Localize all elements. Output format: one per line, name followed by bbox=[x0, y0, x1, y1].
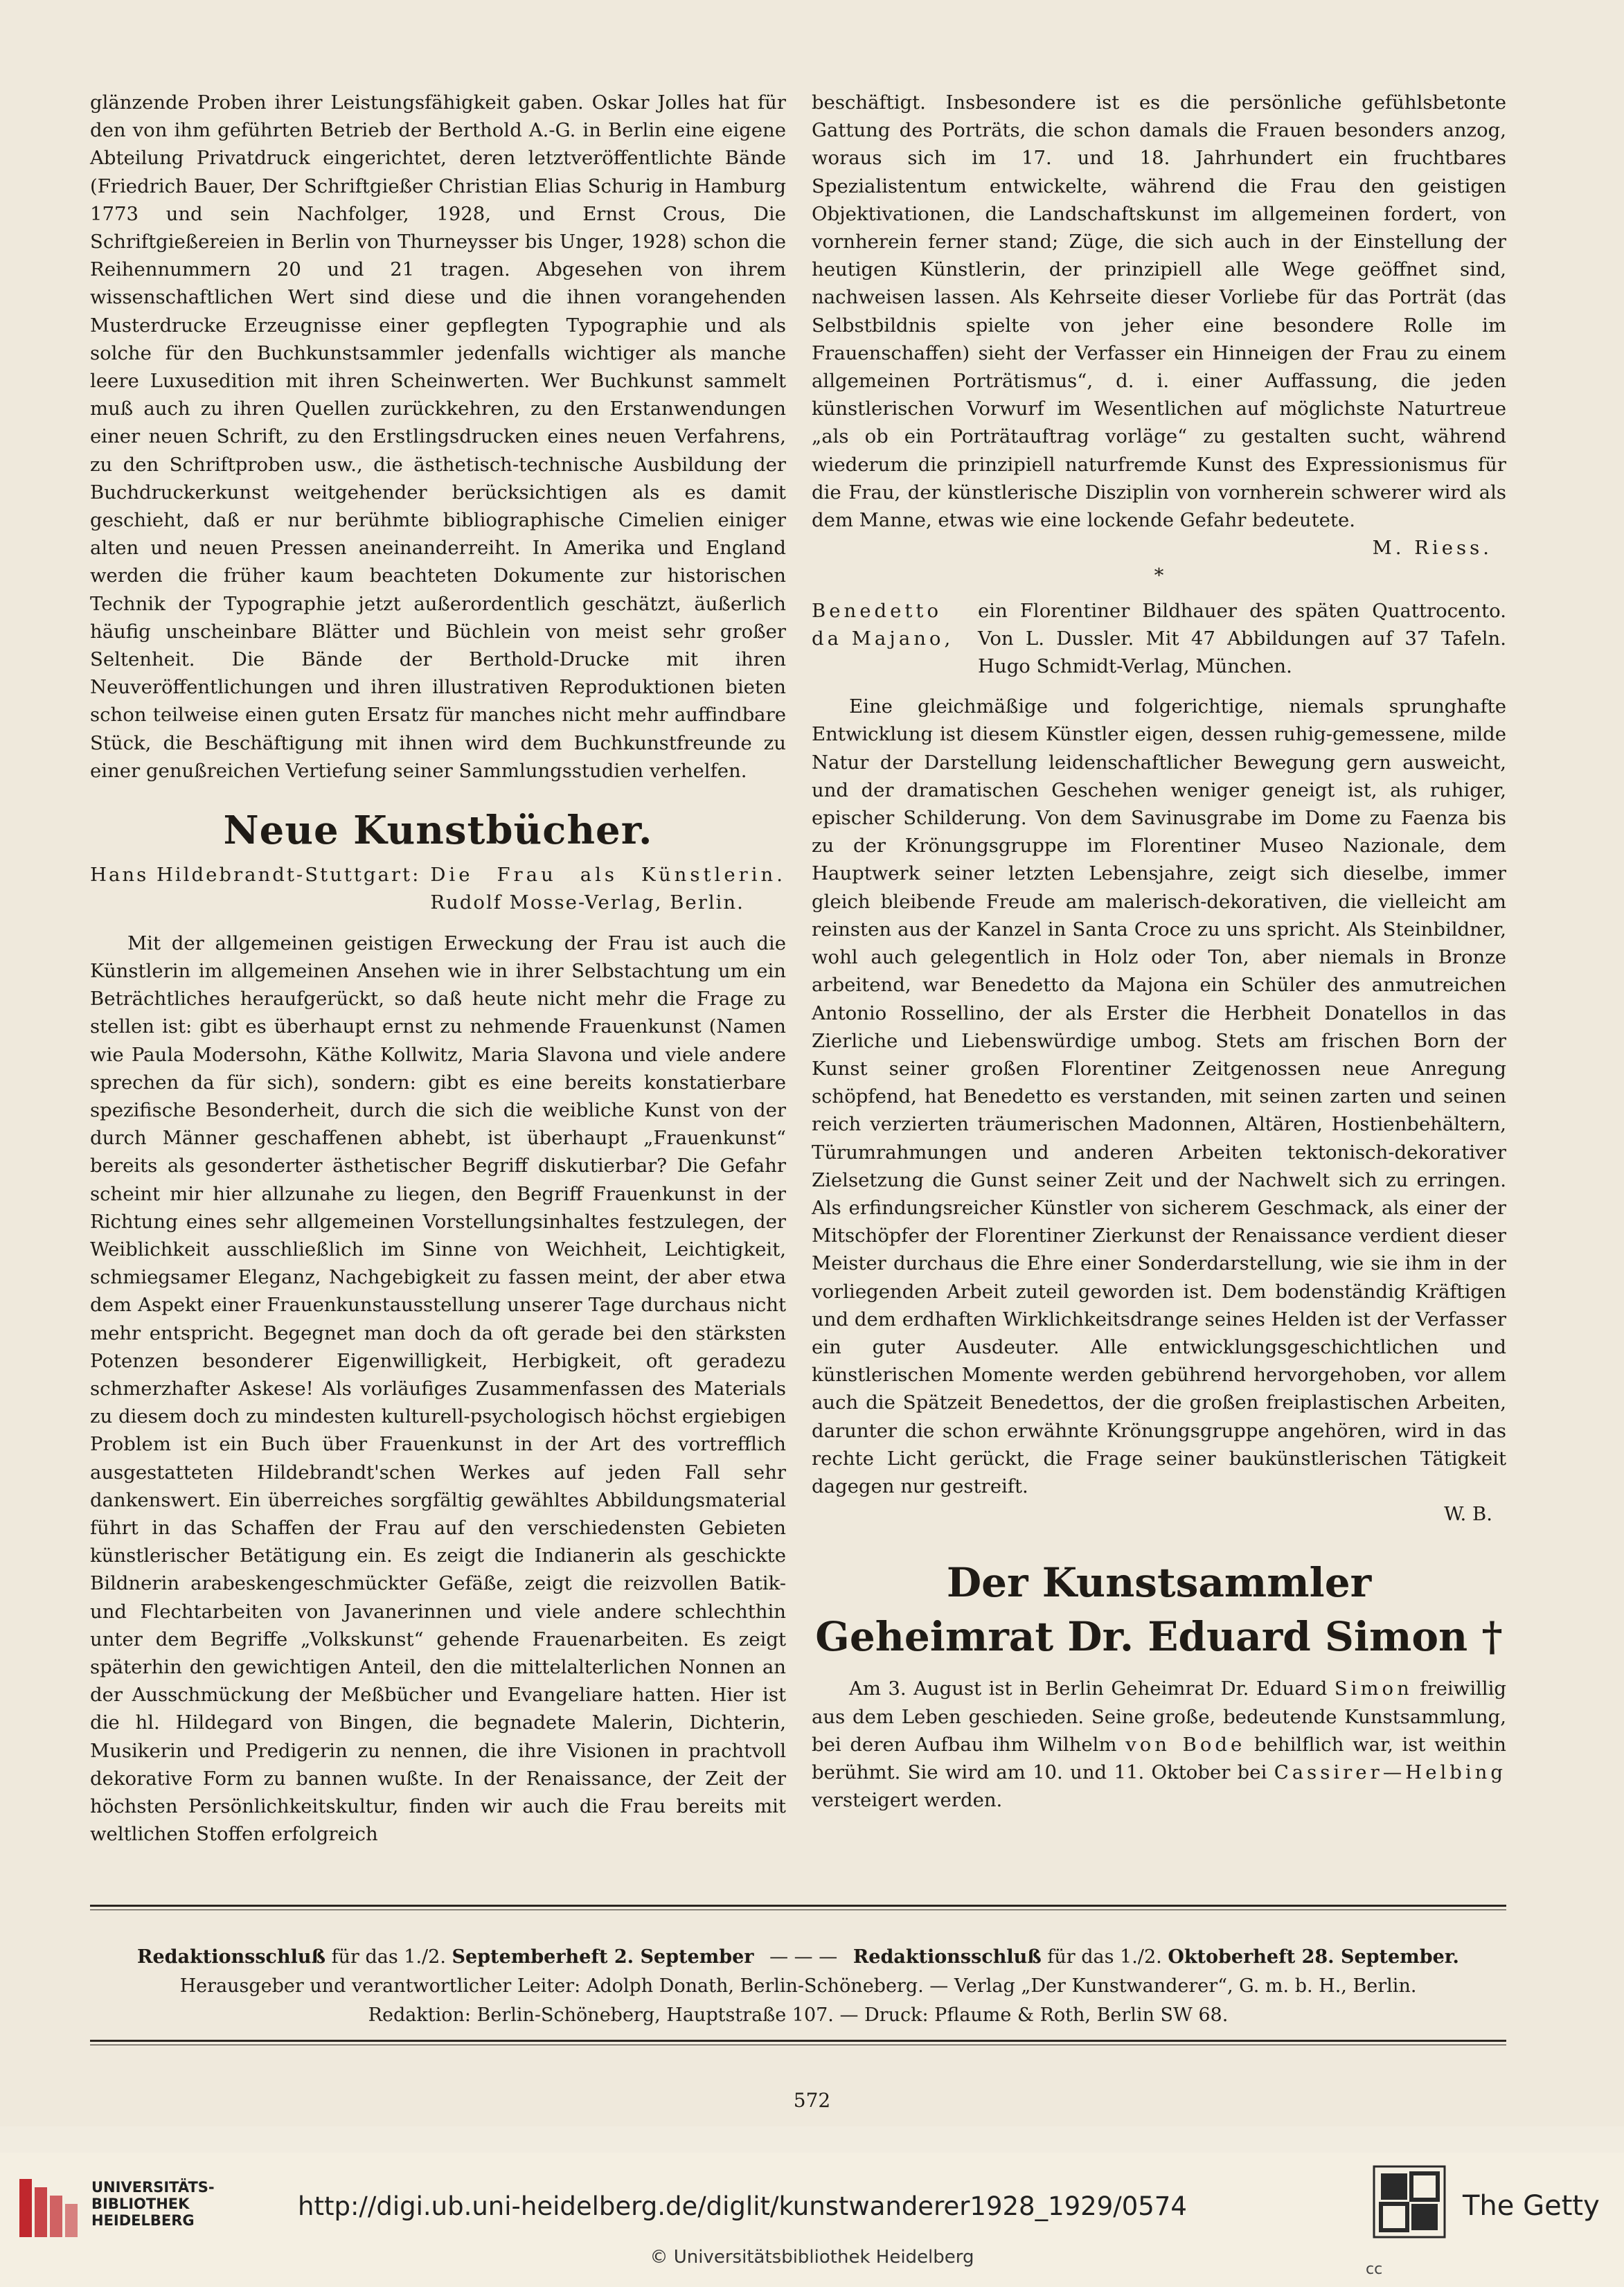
review-heading-2 bbox=[812, 597, 1506, 681]
publisher-line: Herausgeber und verantwortlicher Leiter: Adolph Donath, Berlin-Schöneberg. — Verlag „Der Kunstwanderer“, G. m. b. H., Berlin. bbox=[179, 1975, 1417, 1997]
review2-signature: W. B. bbox=[1444, 1503, 1492, 1526]
obituary-text-d: versteigert werden. bbox=[812, 1789, 1003, 1812]
library-name bbox=[91, 2179, 215, 2229]
imprint bbox=[90, 1943, 1506, 2030]
obituary-paragraph bbox=[812, 1675, 1506, 1814]
review2-subject: Benedetto da Majano, bbox=[812, 599, 954, 650]
deadline2-issue: Oktoberheft 28. September. bbox=[1168, 1946, 1459, 1968]
obituary-text-b: freiwillig aus dem Leben geschieden. Seine große, bedeutende Kunstsammlung, bei deren Aufbau ihm Wilhelm bbox=[812, 1678, 1506, 1756]
copyright-notice: © Universitätsbibliothek Heidelberg bbox=[650, 2247, 974, 2268]
review-author: Hans Hildebrandt-Stuttgart: bbox=[90, 864, 421, 887]
editorial-line: Redaktion: Berlin-Schöneberg, Hauptstraße 107. — Druck: Pflaume & Roth, Berlin SW 68. bbox=[368, 2004, 1229, 2026]
deadline-dashes: — — — bbox=[769, 1946, 838, 1968]
deadline1-issue: Septemberheft 2. September bbox=[452, 1946, 754, 1968]
library-name-line2: BIBLIOTHEK bbox=[91, 2196, 190, 2212]
obituary-name: Simon bbox=[1334, 1678, 1413, 1700]
deadline2-label: Redaktionsschluß bbox=[853, 1946, 1042, 1968]
getty-logo-icon bbox=[1371, 2164, 1447, 2240]
right-column bbox=[812, 89, 1506, 1814]
review-signature: M. Riess. bbox=[1372, 537, 1492, 560]
review-publisher: Rudolf Mosse-Verlag, Berlin. bbox=[430, 891, 744, 914]
permalink[interactable]: http://digi.ub.uni-heidelberg.de/diglit/kunstwanderer1928_1929/0574 bbox=[298, 2191, 1187, 2221]
review-heading bbox=[90, 861, 786, 916]
obituary-bode: von Bode bbox=[1125, 1733, 1246, 1756]
obituary-heading-line1: Der Kunstsammler bbox=[946, 1559, 1372, 1607]
obituary-text-c: behilflich war, ist weithin berühmt. Sie wird am 10. und 11. Oktober bei bbox=[812, 1733, 1506, 1783]
review2-paragraph: Eine gleichmäßige und folgerichtige, niemals sprunghafte Entwicklung ist diesem Künstler eigen, dessen ruhig-gemessene, milde Natur der Darstellung leidenschaftlicher Bewegung gern ausweicht, und der dramatischen Geschehen weniger geneigt ist, als ruhiger, epischer Schilderung. Von dem Savinusgrabe im Dome zu Faenza bis zu der Krönungsgruppe im Florentiner Museo Nazionale, dem Hauptwerk seiner letzten Lebensjahre, zeigt sich dieselbe, immer gleich bleibende Freude am malerisch-dekorativen, die vielleicht am reinsten aus der Kanzel in Santa Croce zu uns spricht. Als Steinbildner, wohl auch gelegentlich in Holz oder Ton, aber niemals in Bronze arbeitend, war Benedetto da Majona ein Schüler des anmutreichen Antonio Rossellino, der als Erster die Herbheit Donatellos in das Zierliche und Liebenswürdige umbog. Stets am frischen Born der Kunst seiner großen Florentiner Zeitgenossen neue Anregung schöpfend, hat Benedetto es verstanden, mit seinen zarten und seinen reich verzierten träumerischen Madonnen, Altären, Hostienbehältern, Türumrahmungen und anderen Arbeiten tektonisch-dekorativer Zielsetzung die Gunst seiner Zeit und der Nachwelt sich zu erringen. Als erfindungsreicher Künstler von sicherem Geschmack, als einer der Mitschöpfer der Florentiner Zierkunst der Renaissance verdient dieser Meister durchaus die Ehre einer Sonderdarstellung, wie sie ihm in der vorliegenden Arbeit zuteil geworden ist. Dem bodenständig Kräftigen und dem erdhaften Wirklichkeitsdrange seines Helden ist der Verfasser ein guter Ausdeuter. Alle entwicklungsgeschichtlichen und künstlerischen Momente werden gebührend hervorgehoben, vor allem auch die Spätzeit Benedettos, der die großen freiplastischen Arbeiten, darunter die schon erwähnte Krönungsgruppe angehören, wird in das rechte Licht gerückt, die Frage seiner baukünstlerischen Tätigkeit dagegen nur gestreift. bbox=[812, 695, 1506, 1497]
continuation-paragraph: glänzende Proben ihrer Leistungsfähigkeit gaben. Oskar Jolles hat für den von ihm geführten Betrieb der Berthold A.-G. in Berlin eine eigene Abteilung Privatdruck eingerichtet, deren letztveröffentlichte Bände (Friedrich Bauer, Der Schriftgießer Christian Elias Schurig in Hamburg 1773 und sein Nachfolger, 1928, und Ernst Crous, Die Schriftgießereien in Berlin von Thurneysser bis Unger, 1928) schon die Reihennummern 20 und 21 tragen. Abgesehen von ihrem wissenschaftlichen Wert sind diese und die ihnen vorangehenden Musterdrucke Erzeugnisse einer gepflegten Typographie und als solche für den Buchkunstsammler jedenfalls wichtiger als manche leere Luxusedition mit ihren Scheinwerten. Wer Buchkunst sammelt muß auch zu ihren Quellen zurückkehren, zu den Erstanwendungen einer neuen Schrift, zu den Erstlingsdrucken eines neuen Verfahrens, zu den Schriftproben usw., die ästhetisch-technische Ausbildung der Buchdruckerkunst weitgehender berücksichtigen als es damit geschieht, daß er nur berühmte bibliographische Cimelien einiger alten und neuen Pressen aneinanderreiht. In Amerika und England werden die früher kaum beachteten Dokumente zur historischen Technik der Typographie jetzt außerordentlich geschätzt, äußerlich häufig unscheinbare Blätter und Büchlein von meist sehr großer Seltenheit. Die Bände der Berthold-Drucke mit ihren Neuveröffentlichungen und ihren illustrativen Reproduktionen bieten schon teilweise einen guten Ersatz für manches nicht mehr auffindbare Stück, die Beschäftigung mit ihnen wird dem Buchkunstfreunde zu einer genußreichen Vertiefung seiner Sammlungsstudien verhelfen. bbox=[90, 91, 786, 782]
review-book bbox=[430, 861, 786, 916]
deadline1-text: für das 1./2. bbox=[331, 1946, 446, 1968]
library-name-line3: HEIDELBERG bbox=[91, 2212, 195, 2229]
review-paragraph: Mit der allgemeinen geistigen Erweckung der Frau ist auch die Künstlerin im allgemeinen Ansehen wie in ihrer Selbstachtung um ein Beträchtliches heraufgerückt, so daß heute nicht mehr die Frage zu stellen ist: gibt es überhaupt ernst zu nehmende Frauenkunst (Namen wie Paula Modersohn, Käthe Kollwitz, Maria Slavona und viele andere sprechen da für sich), sondern: gibt es eine bereits konstatierbare spezifische Besonderheit, durch die sich die weibliche Kunst von der durch Männer geschaffenen abhebt, ist überhaupt „Frauenkunst“ bereits als gesonderter ästhetischer Begriff diskutierbar? Die Gefahr scheint mir hier allzunahe zu liegen, den Begriff Frauenkunst in der Richtung eines sehr allgemeinen Vorstellungsinhaltes festzulegen, der Weiblichkeit ausschließlich im Sinne von Weichheit, Leichtigkeit, schmiegsamer Eleganz, Nachgebigkeit zu fassen meint, der aber etwa dem Aspekt einer Frauenkunstausstellung unserer Tage durchaus nicht mehr entspricht. Begegnet man doch da oft gerade bei den stärksten Potenzen besonderer Eigenwilligkeit, Herbigkeit, oft geradezu schmerzhafter Askese! Als vorläufiges Zusammenfassen des Materials zu diesem doch zu mindesten kulturell-psychologisch höchst ergiebigen Problem ist ein Buch über Frauenkunst in der Art des vortrefflich ausgestatteten Hildebrandt'schen Werkes auf jeden Fall sehr dankenswert. Ein überreiches sorgfältig gewähltes Abbildungsmaterial führt in das Schaffen der Frau auf den verschiedensten Gebieten künstlerischer Betätigung ein. Es zeigt die Indianerin als geschickte Bildnerin arabeskengeschmückter Gefäße, zeigt die reizvollen Batik- und Flechtarbeiten von Javanerinnen und viele andere schlechthin unter dem Begriffe „Volkskunst“ gehende Frauenarbeiten. Es zeigt späterhin den gewichtigen Anteil, den die mittelalterlichen Nonnen an der Ausschmückung der Meßbücher und Evangeliare hatten. Hier ist die hl. Hildegard von Bingen, die begnadete Malerin, Dichterin, Musikerin und Predigerin zu nennen, die ihre Visionen in prachtvoll dekorative Form zu bannen wußte. In der Renaissance, der Zeit der höchsten Persönlichkeitskultur, finden wir auch die Frau bereits mit weltlichen Stoffen erfolgreich bbox=[90, 932, 786, 1846]
heidelberg-library-logo-icon bbox=[14, 2175, 83, 2241]
library-name-line1: UNIVERSITÄTS- bbox=[91, 2179, 215, 2196]
partner-name: The Getty bbox=[1463, 2190, 1600, 2222]
left-column bbox=[90, 89, 786, 1848]
creative-commons-icon: cc bbox=[1366, 2261, 1383, 2278]
review-book-title: Die Frau als Künstlerin. bbox=[430, 864, 786, 887]
obituary-text-a: Am 3. August ist in Berlin Geheimrat Dr. Eduard bbox=[849, 1678, 1328, 1700]
obituary-auction-house: Cassirer—Helbing bbox=[1274, 1761, 1506, 1783]
deadline-line bbox=[90, 1943, 1506, 1972]
obituary-heading bbox=[812, 1556, 1506, 1664]
review-paragraph-continued: beschäftigt. Insbesondere ist es die persönliche gefühlsbetonte Gattung des Porträts, die schon damals die Frauen besonders anzog, woraus sich im 17. und 18. Jahrhundert ein fruchtbares Spezialistentum entwickelte, während die Frau den geistigen Objektivationen, die Landschaftskunst im allgemeinen fordert, von vornherein ferner stand; Züge, die sich auch in der Einstellung der heutigen Künstlerin, der prinzipiell alle Wege geöffnet sind, nachweisen lassen. Als Kehrseite dieser Vorliebe für das Porträt (das Selbstbildnis spielte von jeher eine besondere Rolle im Frauenschaffen) sieht der Verfasser ein Hinneigen der Frau zu einem allgemeinen Porträtismus“, d. i. einer Auffassung, die jeden künstlerischen Vorwurf im Wesentlichen auf möglichste Naturtreue „als ob ein Porträtauftrag vorläge“ zu gestalten sucht, während wiederum die prinzipiell naturfremde Kunst des Expressionismus für die Frau, der künstlerische Disziplin von vornherein schwerer wird als dem Manne, etwas wie eine lockende Gefahr bedeutete. bbox=[812, 91, 1506, 532]
footer-rule-top bbox=[90, 1905, 1506, 1910]
section-heading: Neue Kunstbücher. bbox=[223, 808, 653, 854]
footer-rule-bottom bbox=[90, 2040, 1506, 2045]
review2-details: ein Florentiner Bildhauer des späten Quattrocento. Von L. Dussler. Mit 47 Abbildungen auf 37 Tafeln. Hugo Schmidt-Verlag, München. bbox=[978, 599, 1506, 678]
deadline2-text: für das 1./2. bbox=[1047, 1946, 1162, 1968]
separator-star: * bbox=[1154, 564, 1164, 587]
page-number: 572 bbox=[793, 2089, 831, 2112]
deadline1-label: Redaktionsschluß bbox=[137, 1946, 325, 1968]
obituary-heading-line2: Geheimrat Dr. Eduard Simon † bbox=[815, 1613, 1503, 1661]
